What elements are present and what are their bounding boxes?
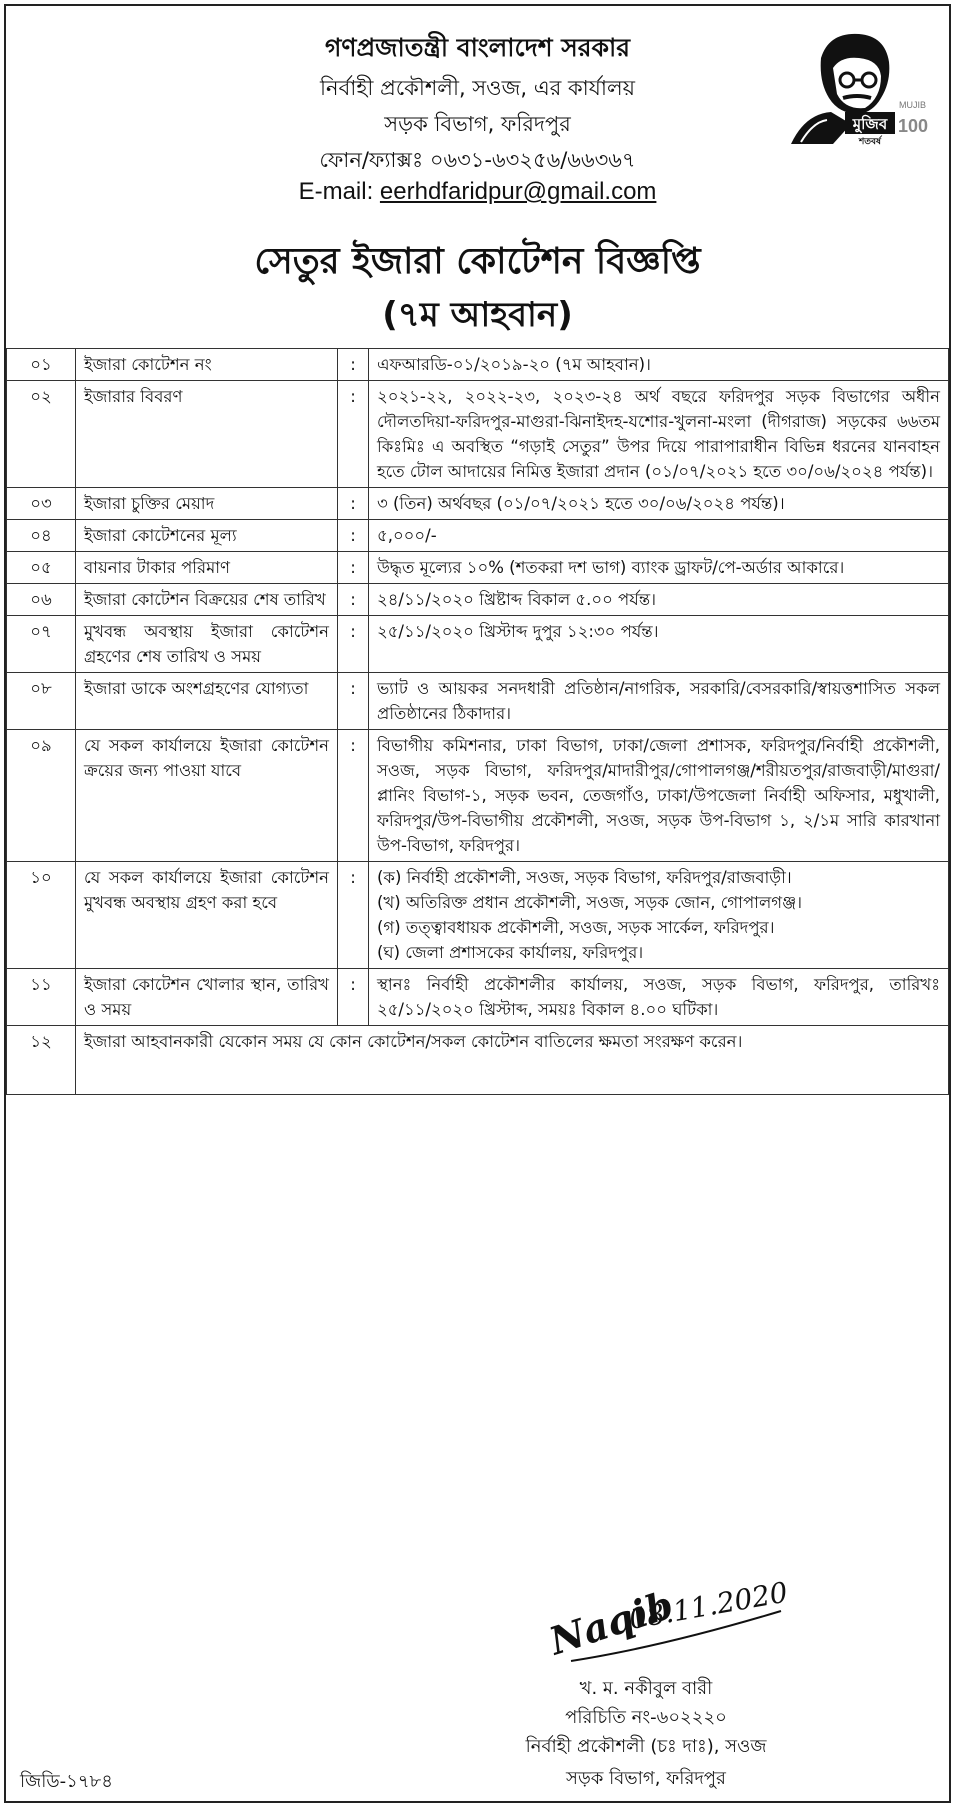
logo-num: 100 xyxy=(898,116,929,136)
table-row xyxy=(7,862,949,969)
table-row xyxy=(7,730,949,862)
row-label: ইজারা কোটেশনের মূল্য xyxy=(76,520,338,552)
row-value: ৩ (তিন) অর্থবছর (০১/০৭/২০২১ হতে ৩০/০৬/২০২৪ পর্যন্ত)। xyxy=(369,488,949,520)
table-row xyxy=(7,1026,949,1095)
row-number: ১২ xyxy=(7,1026,76,1095)
row-colon: : xyxy=(338,488,369,520)
row-label: ইজারা কোটেশন খোলার স্থান, তারিখ ও সময় xyxy=(76,969,338,1026)
handwritten-signature xyxy=(541,1551,811,1671)
gd-number: জিডি-১৭৮৪ xyxy=(20,1771,113,1792)
row-value: ২৫/১১/২০২০ খ্রিস্টাব্দ দুপুর ১২:৩০ পর্যন্ত। xyxy=(369,616,949,673)
svg-text:08.11.2020: 08.11.2020 xyxy=(626,1575,791,1636)
row-value: ২৪/১১/২০২০ খ্রিষ্টাব্দ বিকাল ৫.০০ পর্যন্ত। xyxy=(369,584,949,616)
signatory-id: পরিচিতি নং-৬০২২২০ xyxy=(565,1707,727,1728)
row-colon: : xyxy=(338,520,369,552)
office-name: নির্বাহী প্রকৌশলী, সওজ, এর কার্যালয় xyxy=(320,76,635,100)
office-item: (ক) নির্বাহী প্রকৌশলী, সওজ, সড়ক বিভাগ, ফরিদপুর/রাজবাড়ী। xyxy=(377,868,792,887)
row-number: ০৪ xyxy=(7,520,76,552)
row-label: ইজারা চুক্তির মেয়াদ xyxy=(76,488,338,520)
table-row xyxy=(7,349,949,381)
row-number: ১০ xyxy=(7,862,76,969)
phone-fax: ফোন/ফ্যাক্সঃ ০৬৩১-৬৩২৫৬/৬৬৩৬৭ xyxy=(319,148,636,172)
row-value: বিভাগীয় কমিশনার, ঢাকা বিভাগ, ঢাকা/জেলা প্রশাসক, ফরিদপুর/নির্বাহী প্রকৌশলী, সওজ, সড়ক বিভাগ, ফরিদপুর/মাদারীপুর/গোপালগঞ্জ/শরীয়তপুর/রাজবাড়ী/মাগুরা/প্লানিং বিভাগ-১, সড়ক ভবন, তেজগাঁও, ঢাকা/উপজেলা নির্বাহী অফিসার, মধুখালী, ফরিদপুর/উপ-বিভাগীয় প্রকৌশলী, সওজ, সড়ক উপ-বিভাগ ১, ২/১ম সারি কারখানা উপ-বিভাগ, ফরিদপুর। xyxy=(369,730,949,862)
row-label: ইজারার বিবরণ xyxy=(76,381,338,488)
logo-en: MUJIB xyxy=(899,100,926,110)
row-colon: : xyxy=(338,381,369,488)
row-number: ০২ xyxy=(7,381,76,488)
table-row xyxy=(7,520,949,552)
signatory-office: সড়ক বিভাগ, ফরিদপুর xyxy=(566,1768,726,1789)
row-value: ২০২১-২২, ২০২২-২৩, ২০২৩-২৪ অর্থ বছরে ফরিদপুর সড়ক বিভাগের অধীন দৌলতদিয়া-ফরিদপুর-মাগুরা-ঝিনাইদহ-যশোর-খুলনা-মংলা (দীগরাজ) সড়কের ৬৬তম কিঃমিঃ এ অবস্থিত “গড়াই সেতুর” উপর দিয়ে পারাপারাধীন বিভিন্ন ধরনের যানবাহন হতে টোল আদায়ের নিমিত্ত ইজারা প্রদান (০১/০৭/২০২১ হতে ৩০/০৬/২০২৪ পর্যন্ত)। xyxy=(369,381,949,488)
row-label: যে সকল কার্যালয়ে ইজারা কোটেশন ক্রয়ের জন্য পাওয়া যাবে xyxy=(76,730,338,862)
office-item: (গ) তত্ত্বাবধায়ক প্রকৌশলী, সওজ, সড়ক সার্কেল, ফরিদপুর। xyxy=(377,918,775,937)
row-value: ৫,০০০/- xyxy=(369,520,949,552)
row-value: স্থানঃ নির্বাহী প্রকৌশলীর কার্যালয়, সওজ, সড়ক বিভাগ, ফরিদপুর, তারিখঃ ২৫/১১/২০২০ খ্রিস্টাব্দ, সময়ঃ বিকাল ৪.০০ ঘটিকা। xyxy=(369,969,949,1026)
row-number: ০৯ xyxy=(7,730,76,862)
email-line xyxy=(6,178,949,206)
row-number: ০৭ xyxy=(7,616,76,673)
notice-page xyxy=(4,4,951,1803)
email-link[interactable]: eerhdfaridpur@gmail.com xyxy=(379,178,657,205)
row-number: ০৫ xyxy=(7,552,76,584)
row-colon: : xyxy=(338,730,369,862)
mujib-100-logo xyxy=(781,28,931,146)
row-label: ইজারা ডাকে অংশগ্রহণের যোগ্যতা xyxy=(76,673,338,730)
row-number: ১১ xyxy=(7,969,76,1026)
row-full-text: ইজারা আহবানকারী যেকোন সময় যে কোন কোটেশন/সকল কোটেশন বাতিলের ক্ষমতা সংরক্ষণ করেন। xyxy=(76,1026,949,1095)
row-number: ০১ xyxy=(7,349,76,381)
division-name: সড়ক বিভাগ, ফরিদপুর xyxy=(384,112,571,136)
logo-text: মুজিব xyxy=(852,115,888,133)
office-item: (খ) অতিরিক্ত প্রধান প্রকৌশলী, সওজ, সড়ক জোন, গোপালগঞ্জ। xyxy=(377,893,803,912)
table-row xyxy=(7,616,949,673)
notice-subtitle: (৭ম আহবান) xyxy=(382,295,573,335)
office-item: (ঘ) জেলা প্রশাসকের কার্যালয়, ফরিদপুর। xyxy=(377,943,644,962)
row-number: ০৬ xyxy=(7,584,76,616)
notice-table-body xyxy=(7,349,949,1095)
table-row xyxy=(7,673,949,730)
signatory-designation: নির্বাহী প্রকৌশলী (চঃ দাঃ), সওজ xyxy=(525,1736,767,1757)
logo-sub: শতবর্ষ xyxy=(858,137,882,146)
govt-name: গণপ্রজাতন্ত্রী বাংলাদেশ সরকার xyxy=(325,33,630,62)
row-value: ভ্যাট ও আয়কর সনদধারী প্রতিষ্ঠান/নাগরিক, সরকারি/বেসরকারি/স্বায়ত্তশাসিত সকল প্রতিষ্ঠানের ঠিকাদার। xyxy=(369,673,949,730)
notice-table xyxy=(6,348,949,1095)
row-value xyxy=(369,862,949,969)
row-colon: : xyxy=(338,969,369,1026)
table-row xyxy=(7,584,949,616)
row-number: ০৮ xyxy=(7,673,76,730)
row-label: যে সকল কার্যালয়ে ইজারা কোটেশন মুখবন্ধ অবস্থায় গ্রহণ করা হবে xyxy=(76,862,338,969)
table-row xyxy=(7,969,949,1026)
svg-text:Naqib: Naqib xyxy=(543,1581,679,1664)
row-number: ০৩ xyxy=(7,488,76,520)
row-label: মুখবন্ধ অবস্থায় ইজারা কোটেশন গ্রহণের শেষ তারিখ ও সময় xyxy=(76,616,338,673)
row-value: এফআরডি-০১/২০১৯-২০ (৭ম আহবান)। xyxy=(369,349,949,381)
email-label: E-mail: xyxy=(298,178,380,205)
row-colon: : xyxy=(338,584,369,616)
row-label: ইজারা কোটেশন বিক্রয়ের শেষ তারিখ xyxy=(76,584,338,616)
row-colon: : xyxy=(338,616,369,673)
row-value: উদ্ধৃত মূল্যের ১০% (শতকরা দশ ভাগ) ব্যাংক ড্রাফট/পে-অর্ডার আকারে। xyxy=(369,552,949,584)
notice-title: সেতুর ইজারা কোটেশন বিজ্ঞপ্তি xyxy=(254,241,701,282)
row-label: ইজারা কোটেশন নং xyxy=(76,349,338,381)
row-colon: : xyxy=(338,349,369,381)
row-label: বায়নার টাকার পরিমাণ xyxy=(76,552,338,584)
row-colon: : xyxy=(338,862,369,969)
signatory-name: খ. ম. নকীবুল বারী xyxy=(579,1678,713,1699)
row-colon: : xyxy=(338,552,369,584)
signature-date xyxy=(626,1576,790,1636)
table-row xyxy=(7,488,949,520)
row-colon: : xyxy=(338,673,369,730)
table-row xyxy=(7,381,949,488)
notice-header xyxy=(6,6,949,348)
table-row xyxy=(7,552,949,584)
